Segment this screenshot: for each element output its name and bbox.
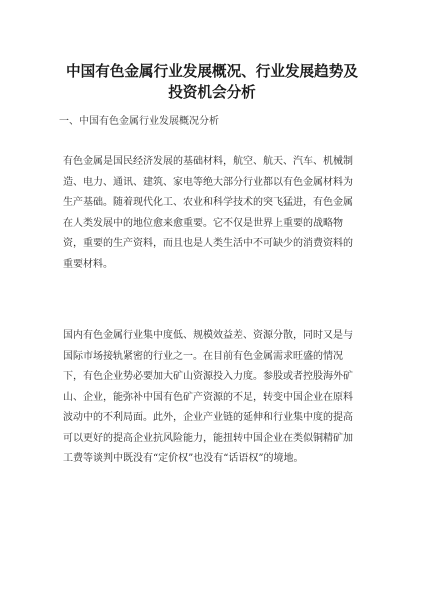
paragraph-line: 资，重要的生产资料，而且也是人类生活中不可缺少的消费资料的 [63, 238, 353, 249]
section-heading: 一、中国有色金属行业发展概况分析 [59, 116, 219, 127]
paragraph-line: 可以更好的提高企业抗风险能力，能扭转中国企业在类似铜精矿加 [63, 432, 353, 444]
paragraph-line: 下，有色企业势必要加大矿山资源投入力度。参股或者控股海外矿 [63, 371, 353, 382]
paragraph-line: 在人类发展中的地位愈来愈重要。它不仅是世界上重要的战略物 [63, 217, 343, 229]
paragraph-2 [63, 326, 353, 470]
paragraph-line: 波动中的不利局面。此外，企业产业链的延伸和行业集中度的提高 [63, 412, 353, 423]
paragraph-line: 山、企业，能弥补中国有色矿产资源的不足，转变中国企业在原料 [63, 391, 353, 403]
paragraph-line: 生产基础。随着现代化工、农业和科学技术的突飞猛进，有色金属 [63, 197, 353, 208]
paragraph-line: 工费等谈判中既没有“定价权”也没有“话语权”的境地。 [63, 453, 304, 464]
document-title [50, 61, 374, 103]
paragraph-line: 有色金属是国民经济发展的基础材料，航空、航天、汽车、机械制 [63, 156, 353, 167]
document-title-line: 中国有色金属行业发展概况、行业发展趋势及 [66, 63, 358, 80]
paragraph-1 [63, 152, 353, 275]
paragraph-line: 造、电力、通讯、建筑、家电等绝大部分行业都以有色金属材料为 [63, 176, 353, 188]
paragraph-line: 国际市场接轨紧密的行业之一。在目前有色金属需求旺盛的情况 [63, 350, 343, 362]
document-title-line: 投资机会分析 [168, 84, 256, 101]
paragraph-line: 重要材料。 [63, 258, 113, 270]
paragraph-line: 国内有色金属行业集中度低、规模效益差、资源分散，同时又是与 [63, 330, 353, 341]
